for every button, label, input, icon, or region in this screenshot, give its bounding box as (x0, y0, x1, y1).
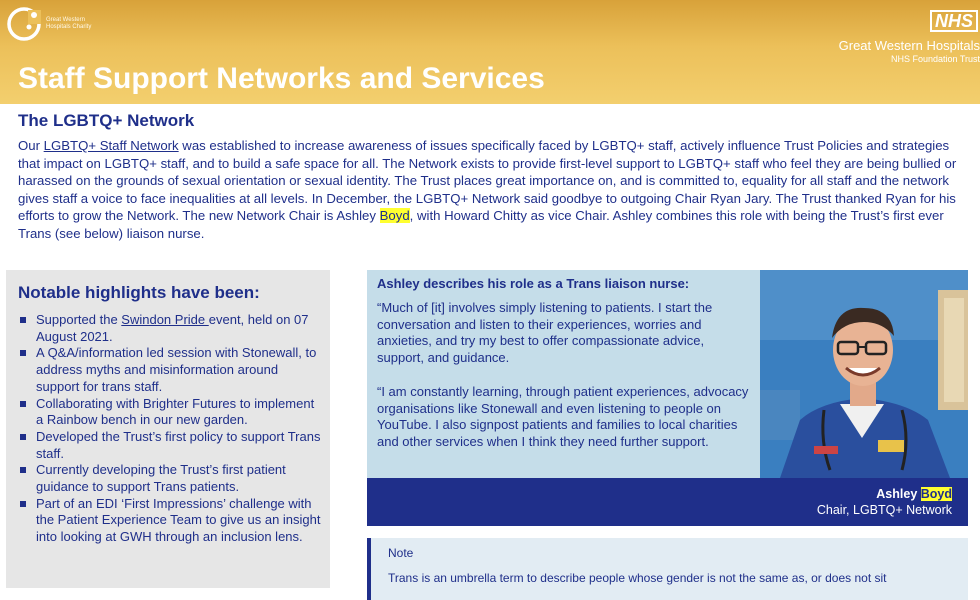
bullet-icon (20, 401, 26, 407)
list-item-text: Currently developing the Trust’s first patient guidance to support Trans patients. (36, 462, 286, 495)
charity-logo-icon (6, 6, 42, 42)
staff-network-link[interactable]: LGBTQ+ Staff Network (43, 138, 179, 153)
caption-role: Chair, LGBTQ+ Network (816, 503, 952, 517)
highlights-heading: Notable highlights have been: (18, 283, 260, 302)
list-item (18, 312, 324, 345)
trust-subtitle: NHS Foundation Trust (890, 54, 980, 64)
list-item-text: Supported the (36, 312, 122, 327)
header-banner (0, 0, 980, 104)
bullet-icon (20, 501, 26, 507)
note-accent-bar (367, 538, 371, 600)
photo-caption (367, 478, 968, 526)
quote-paragraph-1: “Much of [it] involves simply listening to patients. I start the conversation and listen to their experiences, worries and anxieties, and try my best to offer compassionate advice, support, and guidance. (377, 300, 713, 365)
highlights-panel (6, 270, 330, 588)
list-item (18, 396, 324, 429)
list-item-text: A Q&A/information led session with Stonewall, to address myths and misinformation around support for trans staff. (36, 345, 317, 394)
nhs-badge: NHS (930, 10, 978, 32)
list-item (18, 429, 324, 462)
note-box (367, 538, 968, 600)
list-item (18, 462, 324, 495)
highlights-list (18, 312, 324, 546)
note-text: Trans is an umbrella term to describe people whose gender is not the same as, or does not sit (388, 571, 887, 585)
list-item (18, 345, 324, 395)
nhs-trust-logo (839, 10, 980, 64)
bullet-icon (20, 434, 26, 440)
quote-title: Ashley describes his role as a Trans liaison nurse: (377, 276, 690, 291)
list-item-text: Collaborating with Brighter Futures to implement a Rainbow bench in our new garden. (36, 395, 315, 428)
intro-text-body: was established to increase awareness of issues specifically faced by LGBTQ+ staff, actively influence Trust Policies and strategies that impact on LGBTQ+ staff, and to build a safe space for all. The Network exists to provide first-level support to LGBTQ+ staff who feel they are being bullied or harassed on the grounds of sexual orientation or sexual identity. The Trust places great importance on, and is committed to, equality for all staff and the network gives staff a voice to face inequalities at all levels. In December, the LGBTQ+ Network said goodbye to outgoing Chair Ryan Jary. The Trust thanked Ryan for his efforts to grow the Network. The new Network Chair is Ashley (18, 138, 957, 224)
logo-text: Great Western Hospitals Charity (46, 17, 92, 30)
page-title: Staff Support Networks and Services (18, 62, 545, 95)
caption-name (876, 487, 952, 501)
highlighted-surname: Boyd (379, 208, 410, 224)
bullet-icon (20, 467, 26, 473)
caption-first-name: Ashley (876, 487, 921, 501)
network-heading: The LGBTQ+ Network (18, 111, 195, 130)
list-item-text: event, held on 07 August 2021. (36, 312, 309, 344)
intro-text-start: Our (18, 138, 44, 153)
bullet-icon (20, 350, 26, 356)
caption-last-name: Boyd (920, 487, 952, 501)
list-item (18, 496, 324, 546)
trust-name: Great Western Hospitals (838, 38, 980, 53)
quote-paragraph-2: “I am constantly learning, through patient experiences, advocacy organisations like Stonewall and even listening to people on YouTube. I also signpost patients and families to local charities and other services when I think they need further support. (377, 384, 749, 449)
quote-panel (367, 270, 760, 478)
portrait-photo (760, 270, 968, 478)
intro-text-end: , with Howard Chitty as vice Chair. Ashley combines this role with being the Trust’s first ever Trans (see below) liaison nurse. (18, 208, 944, 241)
note-label: Note (388, 546, 414, 560)
bullet-icon (20, 317, 26, 323)
portrait-illustration (760, 270, 968, 478)
list-item-text: Part of an EDI ‘First Impressions’ challenge with the Patient Experience Team to give us an insight into looking at GWH through an inclusion lens. (36, 495, 321, 545)
swindon-pride-link[interactable]: Swindon Pride (121, 312, 209, 327)
intro-paragraph (18, 137, 968, 243)
list-item-text: Developed the Trust’s first policy to support Trans staff. (36, 428, 321, 461)
charity-logo[interactable] (6, 6, 106, 42)
